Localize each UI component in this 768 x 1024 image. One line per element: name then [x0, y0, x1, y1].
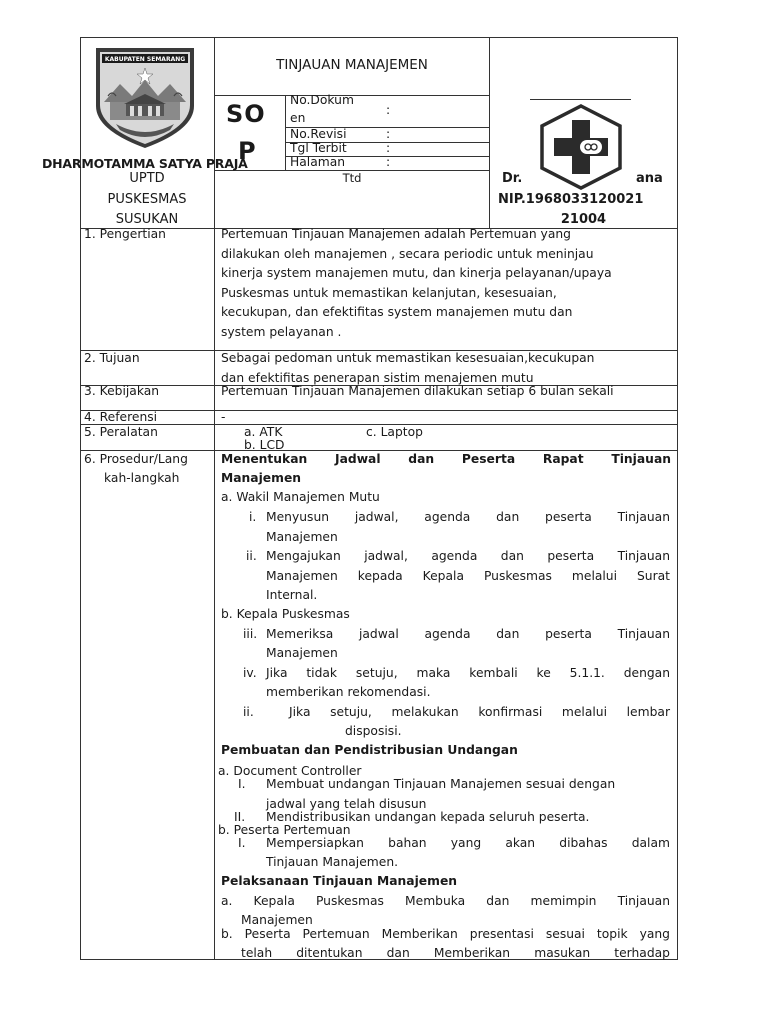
pengertian-line-4: Puskesmas untuk memastikan kelanjutan, kesesuaian, [221, 286, 557, 300]
peralatan-item-laptop: c. Laptop [366, 425, 423, 439]
prosedur-pp-1-line2: Tinjauan Manajemen. [266, 855, 399, 869]
kabupaten-semarang-logo [90, 44, 200, 152]
page-title: TINJAUAN MANAJEMEN [276, 57, 428, 73]
pengertian-line-6: system pelayanan . [221, 325, 342, 339]
regency-banner-text: KABUPATEN SEMARANG [104, 56, 186, 63]
prosedur-sub-b: b. Kepala Puskesmas [221, 607, 350, 621]
unit-line-3: SUSUKAN [115, 212, 179, 227]
prosedur-a-i-line2: Manajemen [266, 530, 338, 544]
body-col-divider [214, 228, 215, 960]
sop-label-line1: SO [226, 100, 266, 128]
prosedur-b-ii-line2: disposisi. [345, 724, 402, 738]
prosedur-b-iii-line1: Memeriksa jadwal agenda dan peserta Tinjauan [266, 627, 670, 641]
signature-line [530, 99, 631, 100]
tujuan-line-1: Sebagai pedoman untuk memastikan kesesuaian,kecukupan [221, 351, 595, 365]
prosedur-document-controller: a. Document Controller [218, 764, 362, 778]
prosedur-dc-1-line1: Membuat undangan Tinjauan Manajemen sesuai dengan [266, 777, 616, 791]
signer-prefix: Dr. [502, 171, 523, 186]
field-tgl-terbit-colon: : [386, 141, 391, 155]
prosedur-heading-undangan: Pembuatan dan Pendistribusian Undangan [221, 743, 518, 757]
prosedur-pp-1-line1: Mempersiapkan bahan yang akan dibahas dalam [266, 836, 670, 850]
unit-line-1: UPTD [129, 171, 165, 186]
puskesmas-logo [536, 104, 626, 190]
prosedur-b-iv-line2: memberikan rekomendasi. [266, 685, 431, 699]
signer-suffix: ana [636, 171, 663, 186]
kebijakan-text: Pertemuan Tinjauan Manajemen dilakukan setiap 6 bulan sekali [221, 384, 614, 398]
peralatan-item-lcd: b. LCD [244, 438, 285, 452]
prosedur-heading-jadwal-2: Manajemen [221, 471, 302, 485]
pengertian-label: 1. Pengertian [84, 227, 166, 241]
peralatan-label: 5. Peralatan [84, 425, 158, 439]
signer-nip-line1: NIP.1968033120021 [498, 192, 644, 207]
prosedur-heading-jadwal: Menentukan Jadwal dan Peserta Rapat Tinjauan [221, 452, 671, 466]
ttd-label: Ttd [342, 171, 362, 185]
prosedur-dc-2-line1: Mendistribusikan undangan kepada seluruh peserta. [266, 810, 590, 824]
field-no-revisi-label: No.Revisi [290, 127, 347, 141]
pengertian-line-1: Pertemuan Tinjauan Manajemen adalah Pertemuan yang [221, 227, 571, 241]
field-no-revisi-colon: : [386, 127, 391, 141]
prosedur-b-iv-line1: Jika tidak setuju, maka kembali ke 5.1.1. dengan [266, 666, 670, 680]
prosedur-dc-1-num: I. [238, 777, 246, 791]
prosedur-b-ii-line1: Jika setuju, melakukan konfirmasi melalui lembar [289, 705, 670, 719]
field-no-dokumen-colon: : [386, 103, 391, 117]
prosedur-a-ii-line1: Mengajukan jadwal, agenda dan peserta Tinjauan [266, 549, 670, 563]
pengertian-line-5: kecukupan, dan efektifitas system manajemen mutu dan [221, 305, 573, 319]
sop-divider [285, 95, 286, 170]
prosedur-sub-a: a. Wakil Manajemen Mutu [221, 490, 380, 504]
pengertian-line-2: dilakukan oleh manajemen , secara periodic untuk meninjau [221, 247, 594, 261]
field-halaman-label: Halaman [290, 155, 346, 169]
sop-label-line2: P [238, 137, 256, 165]
field-no-dokumen-label-2: en [290, 111, 306, 125]
prosedur-dc-1-line2: jadwal yang telah disusun [266, 797, 427, 811]
prosedur-peserta-pertemuan: b. Peserta Pertemuan [218, 823, 351, 837]
field-tgl-terbit-label: Tgl Terbit [290, 141, 347, 155]
table-right-border [677, 37, 678, 960]
field-no-dokumen-label: No.Dokum [290, 93, 354, 107]
prosedur-pp-1-num: I. [238, 836, 246, 850]
prosedur-a-i-line1: Menyusun jadwal, agenda dan peserta Tinjauan [266, 510, 670, 524]
prosedur-pl-b-line1: b. Peserta Pertemuan Memberikan presentasi sesuai topik yang [221, 927, 670, 941]
prosedur-dc-2-num: II. [234, 810, 246, 824]
prosedur-label-line1: 6. Prosedur/Lang [84, 452, 188, 466]
row-line-3 [80, 410, 678, 411]
prosedur-a-i-num: i. [249, 510, 257, 524]
prosedur-b-iii-num: iii. [243, 627, 258, 641]
prosedur-pl-b-line2: telah ditentukan dan Memberikan masukan terhadap [241, 946, 670, 960]
tujuan-line-2: dan efektifitas penerapan sistim menajemen mutu [221, 371, 534, 385]
prosedur-b-iii-line2: Manajemen [266, 646, 338, 660]
referensi-label: 4. Referensi [84, 410, 158, 424]
prosedur-pl-a-line1: a. Kepala Puskesmas Membuka dan memimpin Tinjauan [221, 894, 670, 908]
unit-line-2: PUSKESMAS [107, 192, 187, 207]
peralatan-item-atk: a. ATK [244, 425, 283, 439]
signer-nip-line2: 21004 [560, 212, 607, 227]
kebijakan-label: 3. Kebijakan [84, 384, 160, 398]
prosedur-a-ii-line3: Internal. [266, 588, 318, 602]
prosedur-label-line2: kah-langkah [104, 471, 180, 485]
tujuan-label: 2. Tujuan [84, 351, 140, 365]
prosedur-heading-pelaksanaan: Pelaksanaan Tinjauan Manajemen [221, 874, 458, 888]
pengertian-line-3: kinerja system manajemen mutu, dan kinerja pelayanan/upaya [221, 266, 612, 280]
referensi-text: - [221, 410, 226, 424]
motto-text: DHARMOTAMMA SATYA PRAJA [42, 156, 248, 171]
prosedur-a-ii-line2: Manajemen kepada Kepala Puskesmas melalui Surat [266, 569, 670, 583]
field-halaman-colon: : [386, 155, 391, 169]
table-top-border [80, 37, 678, 38]
prosedur-pl-a-line2: Manajemen [241, 913, 313, 927]
prosedur-b-ii-num: ii. [243, 705, 254, 719]
prosedur-a-ii-num: ii. [246, 549, 257, 563]
prosedur-b-iv-num: iv. [243, 666, 257, 680]
